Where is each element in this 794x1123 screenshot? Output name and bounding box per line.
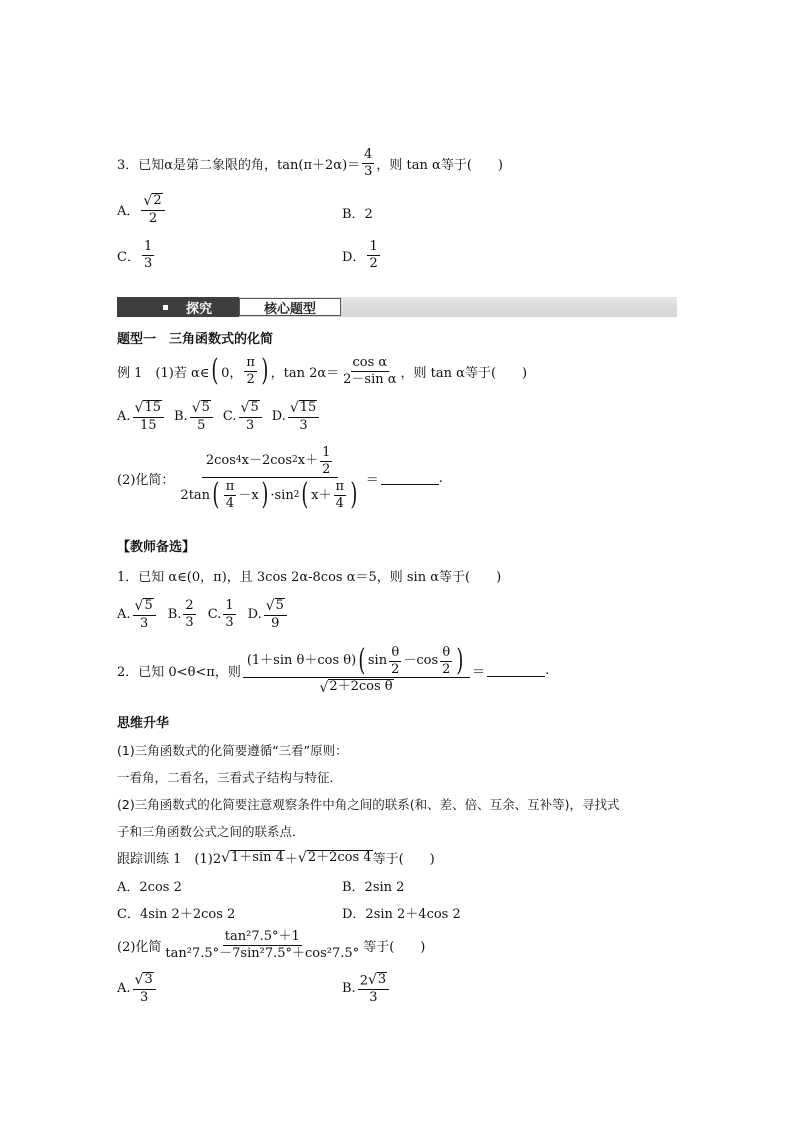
- sqrt-sign: √ 15: [134, 400, 161, 417]
- option-a[interactable]: [117, 400, 166, 433]
- option-label: D．: [342, 249, 366, 265]
- paren: (: [358, 643, 366, 679]
- paren: ): [456, 643, 464, 679]
- option-c[interactable]: [208, 599, 238, 629]
- frac-num: θ: [442, 645, 451, 660]
- track-q2-fraction: [163, 930, 361, 960]
- ex1-text: 例 1 (1)若 α∈: [117, 365, 210, 381]
- q2-fraction: [243, 643, 470, 696]
- exponent: 2: [293, 489, 300, 500]
- option-num: 2: [185, 598, 194, 614]
- ex1-options: [117, 400, 329, 433]
- option-den: 3: [369, 989, 378, 1005]
- option-fraction: [264, 598, 287, 631]
- q3-stem: [117, 148, 503, 178]
- expr: x＋: [297, 453, 319, 469]
- track-q1-option-c[interactable]: C．4sin 2＋2cos 2: [117, 907, 236, 922]
- option-label: B.: [342, 980, 356, 996]
- option-num: 1: [369, 239, 378, 254]
- option-den: 3: [225, 614, 234, 630]
- expr: －cos: [403, 653, 439, 669]
- option-fraction: [133, 598, 156, 631]
- expr: (1＋sin θ＋cos θ): [246, 653, 357, 669]
- radicand: 2＋2cos θ: [329, 679, 393, 695]
- track-q2: [117, 930, 425, 960]
- frac-num: π: [225, 479, 235, 495]
- q3-stem-text: 3．已知α是第二象限的角，tan(π＋2α)＝: [117, 157, 361, 173]
- frac-den: 2: [322, 461, 331, 477]
- option-num: [239, 400, 262, 418]
- paren: ): [261, 353, 269, 389]
- type1-title: 题型一 三角函数式的化简: [117, 332, 274, 347]
- teacher-title: 【教师备选】: [117, 540, 196, 555]
- plus: ＋: [284, 852, 298, 867]
- option-fraction: [183, 599, 195, 629]
- sqrt-sign: √ 3: [367, 972, 387, 989]
- option-den: 15: [139, 417, 157, 433]
- ex1-fraction: [341, 356, 398, 386]
- frac-num: tan²7.5°＋1: [224, 929, 300, 944]
- period: .: [545, 663, 550, 679]
- frac-num: θ: [391, 645, 400, 660]
- expr: 2tan: [180, 487, 211, 503]
- option-num: [358, 972, 389, 990]
- frac-den: 2: [442, 661, 451, 677]
- frac-num: 1: [322, 445, 331, 460]
- frac-num: [202, 446, 339, 478]
- option-fraction: [142, 240, 154, 270]
- teacher-q1-options: [117, 598, 299, 631]
- theta-over-2: [440, 646, 452, 676]
- radicand: 2: [153, 193, 162, 208]
- pi-over-4: [224, 480, 237, 510]
- track-q2-option-a[interactable]: [117, 972, 158, 1005]
- option-fraction: [141, 193, 164, 226]
- track-q1-option-b[interactable]: B．2sin 2: [342, 880, 405, 895]
- summary-title: 思维升华: [117, 716, 170, 731]
- option-den: 9: [271, 615, 280, 631]
- ex1-text: ，则 tan α等于( ): [400, 365, 528, 381]
- sqrt-sign: √ 2＋2cos θ: [319, 679, 393, 696]
- option-label: D.: [247, 606, 262, 622]
- option-a[interactable]: [117, 598, 158, 631]
- track-text: (2)化简: [117, 939, 162, 955]
- sqrt-sign: √ 5: [240, 400, 259, 417]
- half: [320, 446, 332, 476]
- track-q1-option-a[interactable]: A．2cos 2: [117, 880, 182, 895]
- q3-option-b[interactable]: [342, 203, 373, 222]
- option-b[interactable]: [174, 400, 215, 433]
- option-label: D.: [271, 408, 286, 424]
- radicand: 1＋sin 4: [231, 849, 284, 865]
- option-d[interactable]: [272, 400, 322, 433]
- sqrt-sign: √ 5: [191, 400, 210, 417]
- q3-option-c[interactable]: [117, 240, 156, 270]
- option-fraction: [223, 599, 235, 629]
- option-den: 3: [299, 417, 308, 433]
- sqrt-sign: √ 15: [289, 400, 317, 417]
- q3-fraction-num: 4: [364, 147, 373, 162]
- radicand: 5: [144, 598, 153, 613]
- track-text: 跟踪训练 1 (1)2: [117, 852, 222, 867]
- interval-start: 0，: [221, 365, 243, 381]
- option-den: 3: [139, 989, 149, 1005]
- option-label: C.: [222, 408, 237, 424]
- expr: －x: [238, 487, 259, 503]
- sqrt-sign: √ 2＋2cos 4: [297, 849, 372, 867]
- paren: ): [350, 477, 358, 513]
- option-den: 3: [143, 255, 153, 271]
- section-header-left: [117, 297, 239, 317]
- option-num: [288, 400, 319, 418]
- option-label: A.: [117, 408, 131, 424]
- option-c[interactable]: [223, 400, 264, 433]
- track-q1-option-d[interactable]: D．2sin 2＋4cos 2: [342, 907, 461, 922]
- expr: 2cos: [205, 453, 236, 469]
- expr: x－2cos: [241, 453, 293, 469]
- expr: sin: [367, 653, 388, 669]
- expr: x＋: [311, 487, 332, 503]
- option-label: C.: [207, 606, 222, 622]
- q3-option-d[interactable]: [342, 240, 382, 270]
- option-num: [141, 193, 164, 211]
- summary-line-4: 子和三角函数公式之间的联系点．: [117, 824, 305, 839]
- teacher-q1: 1．已知 α∈(0，π)，且 3cos 2α-8cos α＝5，则 sin α等于( ): [117, 570, 502, 585]
- option-den: 3: [185, 614, 194, 630]
- sqrt-sign: √ 5: [134, 598, 153, 615]
- section-header-bar: [117, 297, 677, 317]
- section-right-label: 核心题型: [239, 298, 341, 316]
- option-label: C．: [117, 249, 140, 265]
- teacher-q2: [117, 643, 550, 696]
- summary-line-1: (1)三角函数式的化简要遵循“三看”原则：: [117, 743, 348, 758]
- radicand: 2＋2cos 4: [307, 849, 372, 865]
- option-num: [190, 400, 213, 418]
- option-label: B.: [174, 408, 188, 424]
- summary-line-2: 一看角，二看名，三看式子结构与特征．: [117, 770, 343, 785]
- frac-den: 4: [225, 495, 235, 511]
- q3-fraction-den: 3: [364, 163, 373, 179]
- exponent: 4: [235, 455, 242, 466]
- ex1-part2-label: (2)化简：: [117, 472, 175, 488]
- option-den: 3: [139, 615, 149, 631]
- answer-blank[interactable]: [381, 472, 439, 485]
- option-num: [133, 400, 164, 418]
- option-num: [133, 972, 156, 990]
- sqrt-sign: √ 1＋sin 4: [221, 849, 284, 867]
- option-den: 2: [148, 210, 158, 226]
- coefficient: 2: [359, 973, 368, 989]
- option-label: B.: [167, 606, 182, 622]
- track-q2-option-b[interactable]: [342, 972, 391, 1005]
- square-bullet-icon: [163, 305, 168, 310]
- paren: (: [212, 477, 220, 513]
- ex1-part1-stem: [117, 353, 528, 389]
- q2-text: 2．已知 0<θ<π，则: [117, 665, 241, 681]
- option-fraction: [133, 972, 156, 1005]
- frac-num: [243, 643, 470, 679]
- frac-den: 2: [391, 661, 400, 677]
- option-den: 5: [197, 417, 206, 433]
- frac-den: tan²7.5°－7sin²7.5°＋cos²7.5°: [165, 945, 360, 961]
- frac-den: 2－sin α: [343, 371, 397, 387]
- option-num: [133, 598, 156, 616]
- radicand: 3: [144, 972, 153, 987]
- ex1-text: ，tan 2α＝: [270, 365, 340, 381]
- frac-den: [176, 477, 363, 513]
- radicand: 5: [201, 400, 210, 415]
- option-num: 1: [143, 239, 153, 254]
- sqrt-sign: √ 5: [265, 598, 284, 615]
- track-q1: [117, 848, 435, 867]
- option-fraction: [358, 972, 389, 1005]
- track-text: 等于( ): [363, 939, 426, 955]
- equals: ＝: [472, 665, 486, 681]
- radicand: 5: [250, 400, 259, 415]
- pi-over-4: [334, 480, 347, 510]
- frac-den: 2: [246, 371, 255, 387]
- pi-over-2: [244, 356, 257, 386]
- option-fraction: [190, 400, 213, 433]
- q3-option-a[interactable]: [117, 193, 167, 226]
- paren: (: [211, 353, 219, 389]
- q3-fraction: [362, 148, 374, 178]
- theta-over-2: [389, 646, 401, 676]
- option-label: A．: [117, 203, 140, 219]
- option-den: 2: [369, 255, 378, 271]
- option-fraction: [239, 400, 262, 433]
- option-den: 3: [245, 417, 255, 433]
- ex1-part2: [117, 446, 443, 511]
- ex1-part2-fraction: [176, 446, 363, 511]
- radicand: 15: [299, 400, 317, 415]
- period: .: [438, 470, 443, 486]
- option-d[interactable]: [248, 598, 289, 631]
- option-fraction: [288, 400, 319, 433]
- option-text: B．2: [342, 207, 373, 222]
- track-text: 等于( ): [372, 852, 435, 867]
- frac-num: π: [246, 355, 255, 370]
- paren: (: [301, 477, 309, 513]
- radicand: 15: [144, 400, 161, 415]
- sqrt-sign: √ 2: [143, 193, 162, 210]
- radicand: 5: [275, 598, 284, 613]
- option-num: [264, 598, 287, 616]
- option-fraction: [133, 400, 164, 433]
- paren: ): [261, 477, 269, 513]
- frac-num: π: [335, 479, 345, 495]
- sqrt-sign: √ 3: [134, 972, 153, 989]
- section-left-label: 探究: [186, 301, 213, 317]
- summary-line-3: (2)三角函数式的化简要注意观察条件中角之间的联系(和、差、倍、互余、互补等)，寻找式: [117, 797, 620, 812]
- expr: ·sin: [270, 487, 294, 503]
- option-label: A.: [117, 606, 131, 622]
- frac-num: cos α: [352, 355, 388, 370]
- q3-stem-end: ，则 tan α等于( ): [376, 157, 503, 173]
- option-label: A.: [117, 980, 131, 996]
- answer-blank[interactable]: [487, 664, 545, 677]
- frac-den: 4: [335, 495, 344, 511]
- exponent: 2: [292, 455, 298, 466]
- frac-den: [317, 678, 395, 695]
- radicand: 3: [377, 972, 387, 987]
- option-fraction: [367, 240, 379, 270]
- option-b[interactable]: [168, 599, 198, 629]
- option-num: 1: [225, 598, 234, 614]
- equals: ＝: [365, 472, 379, 488]
